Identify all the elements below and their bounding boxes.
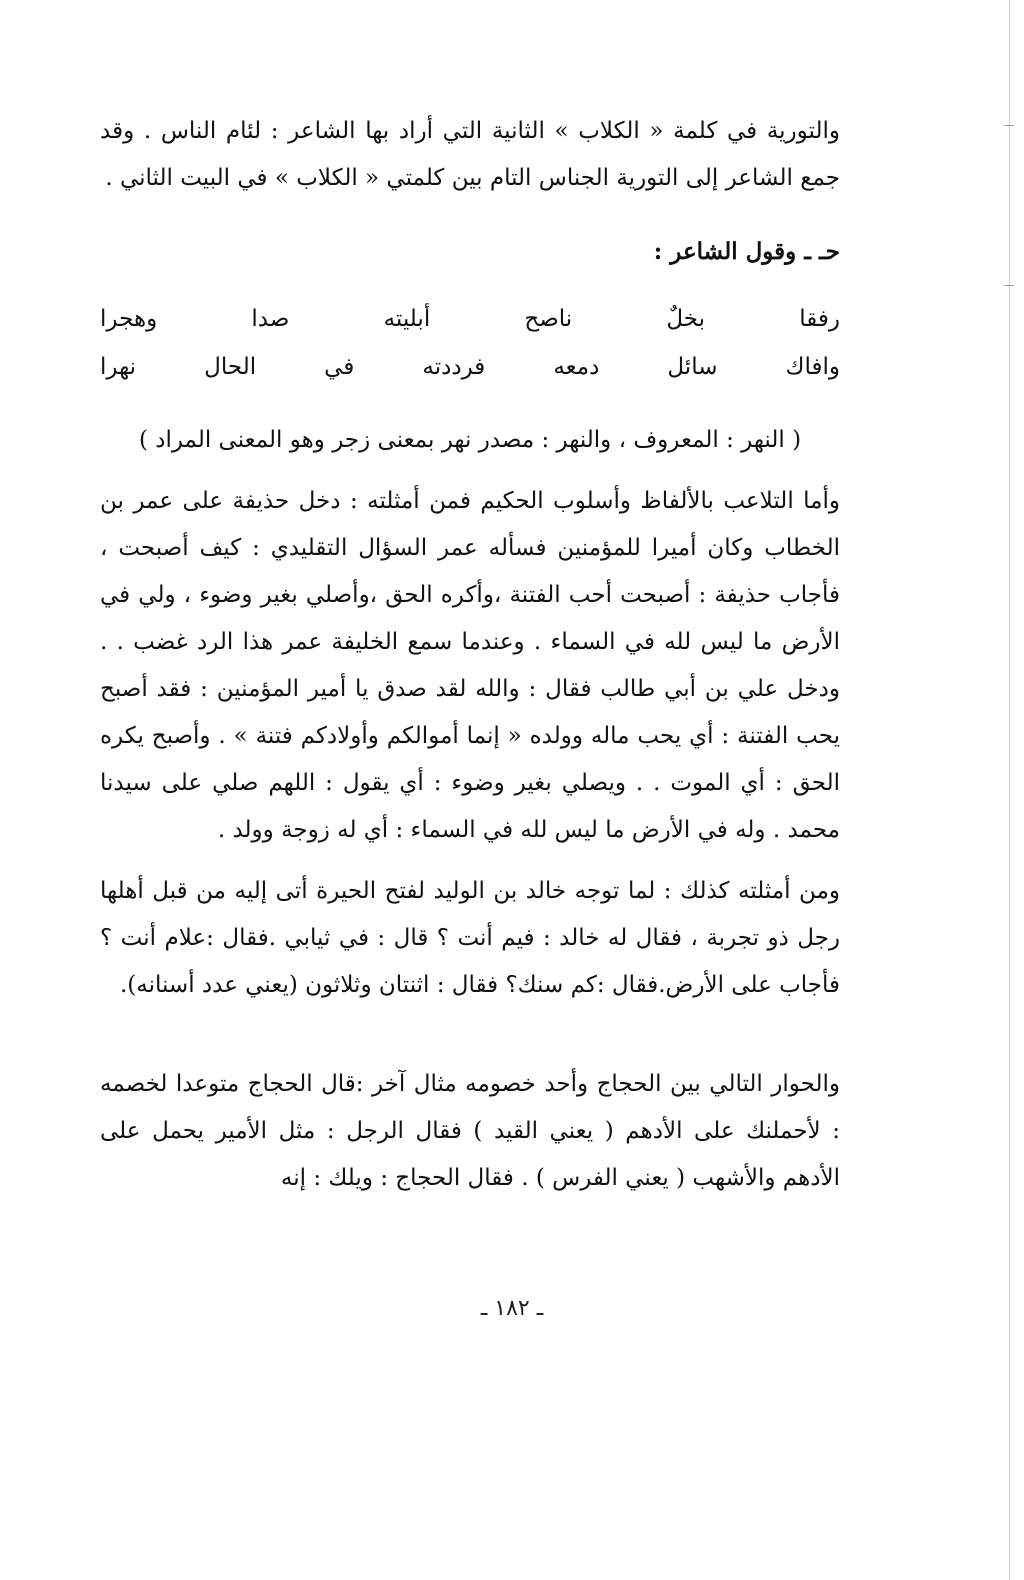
- verse-word: صدا: [251, 306, 290, 332]
- verse-word: فرددته: [422, 354, 486, 380]
- verse-word: ناصح: [524, 306, 573, 332]
- paragraph-khalid: ومن أمثلته كذلك : لما توجه خالد بن الوليد لفتح الحيرة أتى إليه من قبل أهلها رجل ذو تجربة ، فقال له خالد : فيم أنت ؟ قال : في ثيابي .فقال :علام أنت ؟ فأجاب على الأرض.فقال :كم سنك؟ فقال : اثنتان وثلاثون (يعني عدد أسنانه).: [100, 878, 840, 998]
- verse-word: سائل: [667, 354, 718, 380]
- verse-word: في: [324, 354, 355, 380]
- verse-word: أبليته: [383, 306, 431, 332]
- verse-line-2: [100, 343, 840, 391]
- footnote-nahr: ( النهر : المعروف ، والنهر : مصدر نهر بمعنى زجر وهو المعنى المراد ): [138, 427, 802, 453]
- verse-word: الحال: [204, 354, 257, 380]
- verse-word: نهرا: [100, 354, 137, 380]
- verse-word: دمعه: [553, 354, 600, 380]
- paragraph-tawriya: والتورية في كلمة « الكلاب » الثانية التي أراد بها الشاعر : لئام الناس . وقد جمع الشاعر إلى التورية الجناس التام بين كلمتي « الكلاب » في البيت الثاني .: [100, 118, 840, 191]
- scan-edge-tick: [1004, 285, 1014, 286]
- page-body: [100, 108, 840, 1202]
- section-heading: حـ ـ وقول الشاعر :: [653, 238, 840, 265]
- scan-edge-tick: [1004, 125, 1014, 126]
- verse-word: رفقا: [799, 306, 840, 332]
- page-number: ـ ١٨٢ ـ: [480, 1296, 544, 1321]
- verse-word: وافاك: [785, 354, 840, 380]
- verse-word: وهجرا: [100, 306, 158, 332]
- scan-edge-line: [1009, 0, 1010, 1580]
- paragraph-hudhayfa: وأما التلاعب بالألفاظ وأسلوب الحكيم فمن أمثلته : دخل حذيفة على عمر بن الخطاب وكان أميرا للمؤمنين فسأله عمر السؤال التقليدي : كيف أصبحت ، فأجاب حذيفة : أصبحت أحب الفتنة ،وأكره الحق ،وأصلي بغير وضوء ، ولي في الأرض ما ليس لله في السماء . وعندما سمع الخليفة عمر هذا الرد غضب . . ودخل علي بن أبي طالب فقال : والله لقد صدق يا أمير المؤمنين : فقد أصبح يحب الفتنة : أي يحب ماله وولده « إنما أموالكم وأولادكم فتنة » . وأصبح يكره الحق : أي الموت . . ويصلي بغير وضوء : أي يقول : اللهم صلي على سيدنا محمد . وله في الأرض ما ليس لله في السماء : أي له زوجة وولد .: [100, 488, 840, 843]
- paragraph-hajjaj: والحوار التالي بين الحجاج وأحد خصومه مثال آخر :قال الحجاج متوعدا لخصمه : لأحملنك على الأدهم ( يعني القيد ) فقال الرجل : مثل الأمير يحمل على الأدهم والأشهب ( يعني الفرس ) . فقال الحجاج : ويلك : إنه: [100, 1071, 840, 1191]
- verse-word: بخلٌ: [666, 306, 706, 332]
- verse-line-1: [100, 295, 840, 343]
